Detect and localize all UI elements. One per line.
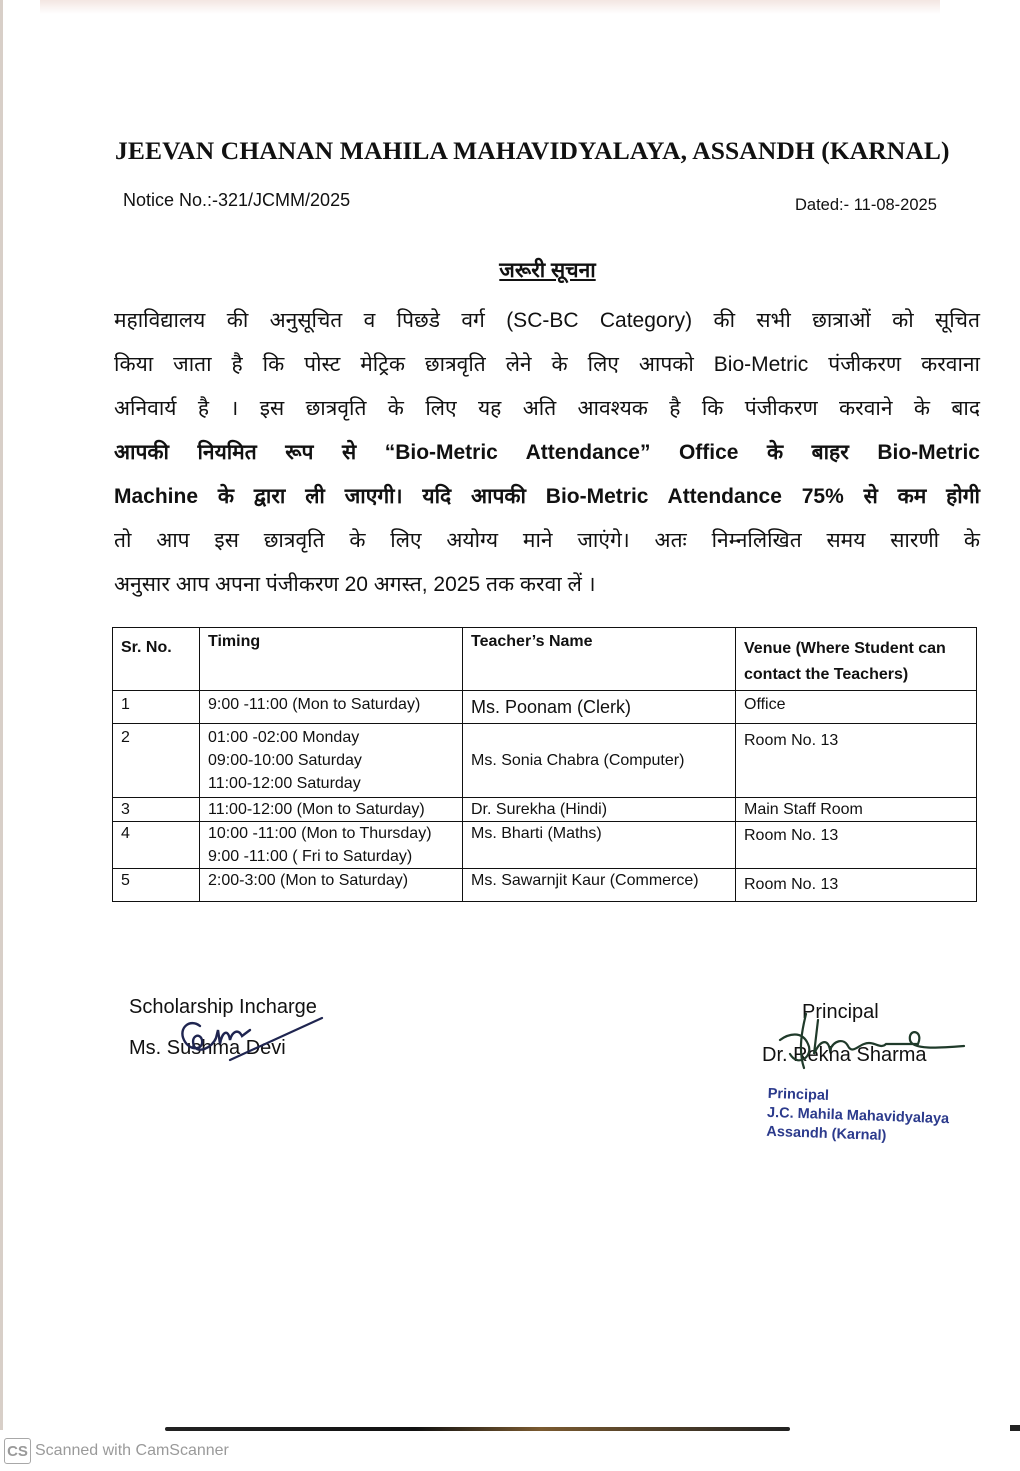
signatory-role: Scholarship Incharge bbox=[129, 996, 317, 1018]
cell-sr-no: 5 bbox=[113, 869, 200, 902]
body-line: महाविद्यालय की अनुसूचित व पिछडे वर्ग (SC-BC Category) की सभी छात्राओं को सूचित bbox=[114, 309, 980, 332]
cell-sr-no: 2 bbox=[113, 724, 200, 798]
cell-timing bbox=[200, 691, 463, 724]
scan-edge-corner bbox=[1010, 1425, 1020, 1431]
cell-sr-no: 1 bbox=[113, 691, 200, 724]
cell-venue: Room No. 13 bbox=[736, 724, 977, 798]
handwritten-signature-left bbox=[172, 1010, 332, 1070]
timing-line: 2:00-3:00 (Mon to Saturday) bbox=[208, 872, 409, 889]
cell-venue: Office bbox=[736, 691, 977, 724]
body-line: आपकी नियमित रूप से “Bio-Metric Attendance” Office के बाहर Bio-Metric bbox=[114, 441, 980, 464]
principal-stamp bbox=[766, 1085, 950, 1148]
handwritten-signature-right bbox=[768, 1010, 973, 1080]
cell-timing bbox=[200, 869, 463, 902]
notice-date: Dated:- 11-08-2025 bbox=[795, 196, 937, 214]
cell-teacher: Ms. Poonam (Clerk) bbox=[463, 691, 736, 724]
cell-timing bbox=[200, 724, 463, 798]
signatory-name: Dr. Rekha Sharma bbox=[762, 1044, 927, 1066]
scan-edge-top bbox=[40, 0, 940, 14]
cell-teacher: Dr. Surekha (Hindi) bbox=[463, 798, 736, 822]
header-timing: Timing bbox=[200, 628, 463, 691]
cell-teacher: Ms. Sawarnjit Kaur (Commerce) bbox=[463, 869, 736, 902]
cell-timing bbox=[200, 798, 463, 822]
cell-sr-no: 3 bbox=[113, 798, 200, 822]
cell-teacher: Ms. Sonia Chabra (Computer) bbox=[463, 724, 736, 798]
table-row bbox=[113, 822, 977, 869]
timing-line: 9:00 -11:00 (Mon to Saturday) bbox=[208, 696, 421, 713]
table-row bbox=[113, 691, 977, 724]
timing-line: 10:00 -11:00 (Mon to Thursday) bbox=[208, 825, 432, 842]
watermark-text: Scanned with CamScanner bbox=[35, 1442, 229, 1459]
camscanner-watermark bbox=[4, 1438, 229, 1464]
timing-line: 9:00 -11:00 ( Fri to Saturday) bbox=[208, 848, 413, 865]
body-line: अनुसार आप अपना पंजीकरण 20 अगस्त, 2025 तक करवा लें । bbox=[114, 573, 596, 596]
timing-line: 11:00-12:00 (Mon to Saturday) bbox=[208, 801, 425, 818]
signatory-role: Principal bbox=[802, 1001, 879, 1023]
table-header-row bbox=[113, 628, 977, 691]
header-venue: Venue (Where Student can contact the Teachers) bbox=[736, 628, 977, 691]
stamp-line: J.C. Mahila Mahavidyalaya bbox=[766, 1104, 950, 1128]
body-line: Machine के द्वारा ली जाएगी। यदि आपकी Bio-Metric Attendance 75% से कम होगी bbox=[114, 485, 980, 508]
cell-venue: Main Staff Room bbox=[736, 798, 977, 822]
cell-venue: Room No. 13 bbox=[736, 869, 977, 902]
table-row bbox=[113, 798, 977, 822]
signatory-name: Ms. Sushma Devi bbox=[129, 1037, 286, 1059]
body-line: किया जाता है कि पोस्ट मेट्रिक छात्रवृति लेने के लिए आपको Bio-Metric पंजीकरण करवाना bbox=[114, 353, 980, 376]
scan-edge-left bbox=[0, 0, 3, 1430]
notice-heading: जरूरी सूचना bbox=[499, 259, 596, 282]
body-line: अनिवार्य है । इस छात्रवृति के लिए यह अति आवश्यक है कि पंजीकरण करवाने के बाद bbox=[114, 397, 980, 420]
body-line: तो आप इस छात्रवृति के लिए अयोग्य माने जाएंगे। अतः निम्नलिखित समय सारणी के bbox=[114, 529, 980, 552]
header-teacher-name: Teacher’s Name bbox=[463, 628, 736, 691]
header-sr-no: Sr. No. bbox=[113, 628, 200, 691]
stamp-line: Principal bbox=[767, 1085, 830, 1104]
cell-teacher: Ms. Bharti (Maths) bbox=[463, 822, 736, 869]
table-row bbox=[113, 869, 977, 902]
scan-edge-bottom bbox=[165, 1427, 790, 1431]
institution-title: JEEVAN CHANAN MAHILA MAHAVIDYALAYA, ASSANDH (KARNAL) bbox=[115, 136, 950, 165]
cell-sr-no: 4 bbox=[113, 822, 200, 869]
timing-line: 01:00 -02:00 Monday bbox=[208, 729, 360, 746]
schedule-table bbox=[112, 627, 977, 902]
notice-number: Notice No.:-321/JCMM/2025 bbox=[123, 190, 351, 210]
timing-line: 11:00-12:00 Saturday bbox=[208, 775, 361, 792]
table-row bbox=[113, 724, 977, 798]
cell-timing bbox=[200, 822, 463, 869]
camscanner-logo-icon: CS bbox=[4, 1438, 31, 1464]
timing-line: 09:00-10:00 Saturday bbox=[208, 752, 362, 769]
cell-venue: Room No. 13 bbox=[736, 822, 977, 869]
stamp-line: Assandh (Karnal) bbox=[766, 1123, 887, 1144]
